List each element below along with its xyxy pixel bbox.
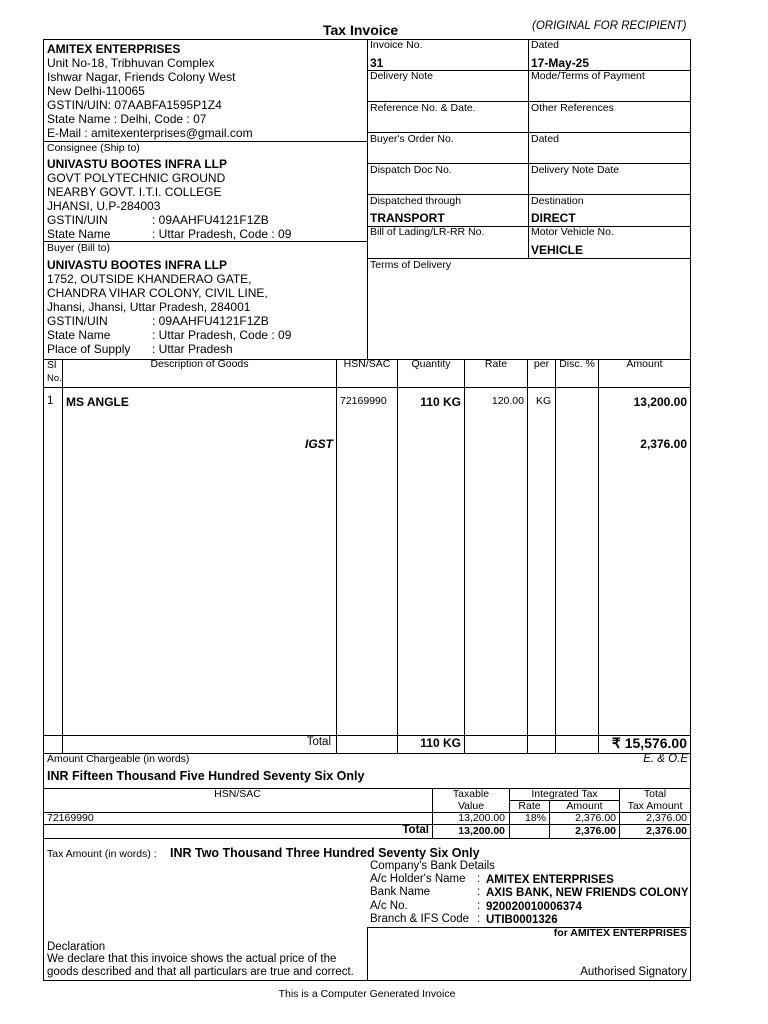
dated-label: Dated bbox=[531, 39, 560, 51]
reference-label: Reference No. & Date. bbox=[370, 102, 476, 114]
col-sl: Sl bbox=[47, 359, 57, 371]
consignee-address-line: GOVT POLYTECHNIC GROUND bbox=[47, 171, 226, 185]
tax-row-amount: 2,376.00 bbox=[575, 812, 616, 824]
col-hsn: HSN/SAC bbox=[343, 358, 391, 370]
seller-address-line: New Delhi-110065 bbox=[47, 84, 145, 98]
col-no: No. bbox=[47, 373, 62, 384]
bank-holder-label: A/c Holder's Name bbox=[370, 873, 466, 885]
destination-label: Destination bbox=[531, 195, 584, 207]
seller-address-line: Unit No-18, Tribhuvan Complex bbox=[47, 56, 215, 70]
bank-colon: : bbox=[477, 886, 481, 898]
seller-address-line: Ishwar Nagar, Friends Colony West bbox=[47, 70, 236, 84]
buyer-state-label: State Name bbox=[47, 328, 111, 342]
bank-ifs: UTIB0001326 bbox=[486, 914, 558, 926]
consignee-address-line: NEARBY GOVT. I.T.I. COLLEGE bbox=[47, 185, 222, 199]
destination: DIRECT bbox=[531, 211, 576, 225]
eoe-note: E. & O.E bbox=[643, 753, 688, 765]
bank-heading: Company's Bank Details bbox=[370, 860, 495, 872]
order-dated-label: Dated bbox=[531, 133, 560, 145]
buyer-gstin-label: GSTIN/UIN bbox=[47, 314, 108, 328]
mode-terms-label: Mode/Terms of Payment bbox=[531, 70, 645, 82]
buyer-address-line: 1752, OUTSIDE KHANDERAO GATE, bbox=[47, 272, 252, 286]
motor-vehicle-label: Motor Vehicle No. bbox=[531, 226, 614, 238]
dispatched-through: TRANSPORT bbox=[370, 211, 445, 225]
terms-of-delivery-label: Terms of Delivery bbox=[370, 259, 452, 271]
seller-name: AMITEX ENTERPRISES bbox=[47, 42, 181, 56]
tax-row-total: 2,376.00 bbox=[646, 812, 687, 824]
bank-colon: : bbox=[477, 913, 481, 925]
invoice-title: Tax Invoice bbox=[323, 22, 399, 38]
col-quantity: Quantity bbox=[411, 358, 451, 370]
consignee-name: UNIVASTU BOOTES INFRA LLP bbox=[47, 157, 227, 171]
tax-col-total: Total bbox=[643, 788, 667, 800]
buyer-name: UNIVASTU BOOTES INFRA LLP bbox=[47, 258, 227, 272]
tax-words-label: Tax Amount (in words) : bbox=[47, 848, 157, 860]
consignee-gstin-value: : 09AAHFU4121F1ZB bbox=[152, 213, 269, 227]
col-rate: Rate bbox=[484, 358, 508, 370]
tax-col-amount: Amount bbox=[566, 800, 603, 812]
bank-name: AXIS BANK, NEW FRIENDS COLONY bbox=[486, 887, 689, 899]
bank-colon: : bbox=[477, 873, 481, 885]
buyer-heading: Buyer (Bill to) bbox=[47, 242, 111, 254]
consignee-state-label: State Name bbox=[47, 227, 111, 241]
igst-label: IGST bbox=[304, 437, 333, 451]
item-quantity: 110 KG bbox=[420, 395, 461, 409]
buyer-address-line: CHANDRA VIHAR COLONY, CIVIL LINE, bbox=[47, 286, 268, 300]
buyer-address-line: Jhansi, Jhansi, Uttar Pradesh, 284001 bbox=[47, 300, 251, 314]
tax-total-taxable: 13,200.00 bbox=[458, 825, 505, 837]
delivery-note-date-label: Delivery Note Date bbox=[531, 164, 620, 176]
item-hsn: 72169990 bbox=[340, 395, 387, 407]
footer-note: This is a Computer Generated Invoice bbox=[278, 988, 456, 1000]
item-rate: 120.00 bbox=[491, 395, 524, 407]
invoice-date: 17-May-25 bbox=[531, 56, 590, 70]
declaration-line: We declare that this invoice shows the actual price of the bbox=[47, 953, 337, 965]
col-amount: Amount bbox=[626, 358, 663, 370]
amount-words-label: Amount Chargeable (in words) bbox=[47, 753, 190, 765]
consignee-state-value: : Uttar Pradesh, Code : 09 bbox=[152, 227, 292, 241]
buyers-order-label: Buyer's Order No. bbox=[370, 133, 454, 145]
igst-amount: 2,376.00 bbox=[640, 437, 687, 451]
buyer-pos-value: : Uttar Pradesh bbox=[152, 342, 233, 356]
grand-total: ₹ 15,576.00 bbox=[611, 735, 687, 751]
consignee-address-line: JHANSI, U.P-284003 bbox=[47, 199, 161, 213]
bank-name-label: Bank Name bbox=[370, 886, 431, 898]
signatory-for: for AMITEX ENTERPRISES bbox=[553, 927, 687, 939]
bank-ac-label: A/c No. bbox=[370, 900, 408, 912]
dispatch-doc-label: Dispatch Doc No. bbox=[370, 164, 452, 176]
consignee-heading: Consignee (Ship to) bbox=[47, 142, 140, 154]
tax-col-integrated: Integrated Tax bbox=[531, 788, 598, 800]
tax-amount-in-words: INR Two Thousand Three Hundred Seventy Six Only bbox=[170, 846, 480, 860]
copy-note: (ORIGINAL FOR RECIPIENT) bbox=[532, 20, 687, 32]
motor-vehicle: VEHICLE bbox=[531, 243, 584, 257]
bank-holder: AMITEX ENTERPRISES bbox=[486, 874, 614, 886]
dispatched-through-label: Dispatched through bbox=[370, 195, 462, 207]
tax-row-hsn: 72169990 bbox=[47, 812, 94, 824]
total-quantity: 110 KG bbox=[420, 736, 461, 750]
col-disc: Disc. % bbox=[559, 358, 595, 370]
amount-in-words: INR Fifteen Thousand Five Hundred Seventy Six Only bbox=[47, 769, 365, 783]
seller-state: State Name : Delhi, Code : 07 bbox=[47, 112, 207, 126]
tax-col-taxable: Taxable bbox=[452, 788, 490, 800]
authorised-signatory: Authorised Signatory bbox=[580, 966, 687, 978]
invoice-no-label: Invoice No. bbox=[370, 39, 423, 51]
item-per: KG bbox=[536, 395, 552, 407]
tax-row-taxable: 13,200.00 bbox=[458, 812, 505, 824]
tax-col-total-amount: Tax Amount bbox=[627, 800, 683, 812]
declaration-heading: Declaration bbox=[47, 941, 106, 953]
seller-gstin: GSTIN/UIN: 07AABFA1595P1Z4 bbox=[47, 98, 222, 112]
bank-colon: : bbox=[477, 900, 481, 912]
item-amount: 13,200.00 bbox=[633, 395, 687, 409]
tax-total-amount: 2,376.00 bbox=[575, 825, 616, 837]
buyer-gstin-value: : 09AAHFU4121F1ZB bbox=[152, 314, 269, 328]
total-label: Total bbox=[306, 736, 331, 748]
buyer-state-value: : Uttar Pradesh, Code : 09 bbox=[152, 328, 292, 342]
tax-col-hsn: HSN/SAC bbox=[214, 788, 261, 800]
declaration-line: goods described and that all particulars are true and correct. bbox=[47, 966, 354, 978]
seller-email: E-Mail : amitexenterprises@gmail.com bbox=[47, 126, 253, 140]
buyer-pos-label: Place of Supply bbox=[47, 342, 131, 356]
invoice-no: 31 bbox=[370, 56, 384, 70]
col-description: Description of Goods bbox=[150, 358, 249, 370]
delivery-note-label: Delivery Note bbox=[370, 70, 434, 82]
tax-col-rate: Rate bbox=[518, 800, 541, 812]
bank-ifs-label: Branch & IFS Code bbox=[370, 913, 470, 925]
item-sl: 1 bbox=[47, 395, 54, 407]
tax-total-total: 2,376.00 bbox=[646, 825, 687, 837]
other-references-label: Other References bbox=[531, 102, 614, 114]
col-per: per bbox=[533, 358, 550, 370]
item-description: MS ANGLE bbox=[66, 395, 129, 409]
bill-of-lading-label: Bill of Lading/LR-RR No. bbox=[370, 226, 485, 238]
tax-total-label: Total bbox=[402, 824, 429, 836]
tax-col-taxable-value: Value bbox=[457, 800, 485, 812]
bank-ac: 920020010006374 bbox=[486, 901, 582, 913]
consignee-gstin-label: GSTIN/UIN bbox=[47, 213, 108, 227]
tax-row-rate: 18% bbox=[524, 812, 546, 824]
